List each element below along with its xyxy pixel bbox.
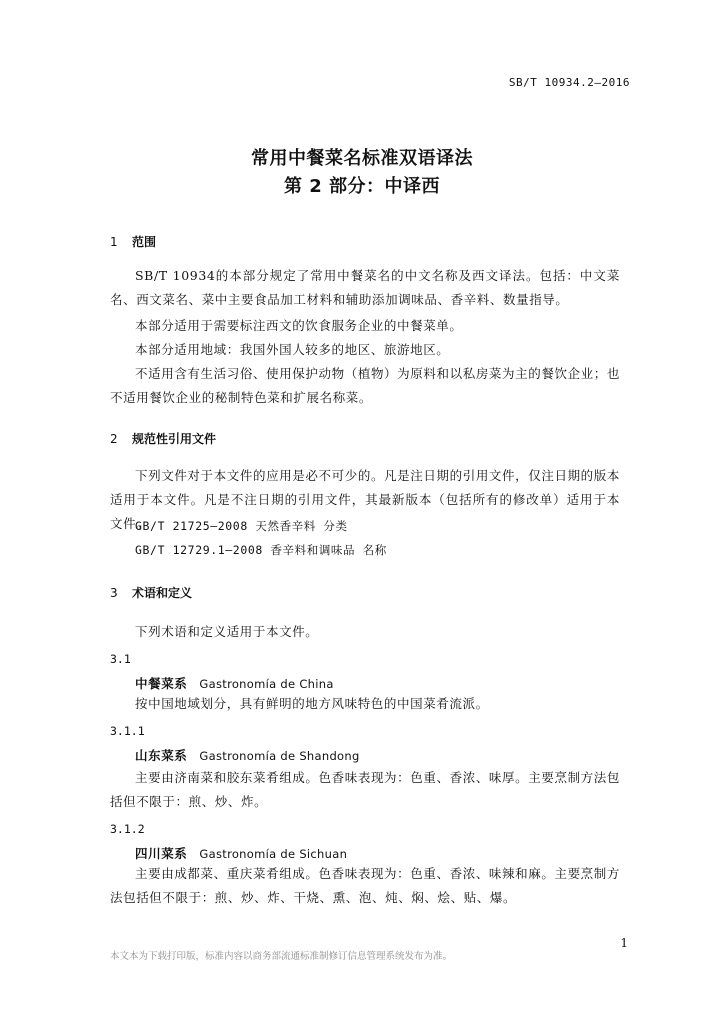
- section-number: 3: [110, 586, 118, 600]
- section-3-paragraph-1: 下列术语和定义适用于本文件。: [135, 624, 319, 639]
- term-number: 3.1.2: [110, 822, 145, 836]
- section-title: 范围: [132, 235, 157, 249]
- reference-2: GB/T 12729.1—2008 香辛料和调味品 名称: [135, 543, 387, 557]
- term-chinese: 四川菜系: [135, 846, 188, 861]
- section-1-paragraph-2: 本部分适用于需要标注西文的饮食服务企业的中餐菜单。: [135, 318, 463, 333]
- term-definition: 主要由成都菜、重庆菜肴组成。色香味表现为：色重、香浓、味辣和麻。主要烹制方法包括但不限于：煎、炒、炸、干烧、熏、泡、炖、焖、烩、贴、爆。: [110, 866, 620, 905]
- section-number: 1: [110, 235, 118, 249]
- section-2-heading: [110, 430, 216, 447]
- section-1-paragraph-4: 不适用含有生活习俗、使用保护动物（植物）为原料和以私房菜为主的餐饮企业；也不适用餐饮企业的秘制特色菜和扩展名称菜。: [110, 366, 620, 405]
- term-heading: [135, 844, 347, 862]
- section-number: 2: [110, 432, 118, 446]
- section-3-heading: [110, 584, 192, 601]
- term-chinese: 中餐菜系: [135, 676, 188, 691]
- term-chinese: 山东菜系: [135, 748, 188, 763]
- footer-note: 本文本为下载打印版，标准内容以商务部流通标准制修订信息管理系统发布为准。: [110, 951, 453, 962]
- section-title: 术语和定义: [132, 586, 193, 600]
- reference-1: GB/T 21725—2008 天然香辛料 分类: [135, 519, 348, 533]
- section-2-paragraph-1: 下列文件对于本文件的应用是必不可少的。凡是注日期的引用文件，仅注日期的版本适用于本文件。凡是不注日期的引用文件，其最新版本（包括所有的修改单）适用于本文件。: [110, 468, 620, 531]
- term-number: 3.1.1: [110, 724, 145, 738]
- term-heading: [135, 674, 334, 692]
- term-spanish: Gastronomía de Shandong: [199, 749, 360, 763]
- term-heading: [135, 746, 360, 764]
- term-spanish: Gastronomía de China: [199, 677, 334, 691]
- term-number: 3.1: [110, 652, 131, 666]
- term-definition: 主要由济南菜和胶东菜肴组成。色香味表现为：色重、香浓、味厚。主要烹制方法包括但不限于：煎、炒、炸。: [110, 770, 620, 809]
- term-spanish: Gastronomía de Sichuan: [199, 847, 348, 861]
- section-1-paragraph-3: 本部分适用地域：我国外国人较多的地区、旅游地区。: [135, 342, 450, 357]
- section-title: 规范性引用文件: [132, 432, 217, 446]
- standard-code: SB/T 10934.2—2016: [508, 76, 630, 89]
- section-1-paragraph-1: SB/T 10934的本部分规定了常用中餐菜名的中文名称及西文译法。包括：中文菜名、西文菜名、菜中主要食品加工材料和辅助添加调味品、香辛料、数量指导。: [110, 268, 620, 307]
- term-definition: 按中国地域划分，具有鲜明的地方风味特色的中国菜肴流派。: [135, 696, 489, 711]
- document-subtitle: 第 2 部分：中译西: [283, 176, 441, 197]
- page-number: 1: [620, 936, 628, 950]
- document-title: 常用中餐菜名标准双语译法: [251, 148, 473, 169]
- section-1-heading: [110, 233, 156, 250]
